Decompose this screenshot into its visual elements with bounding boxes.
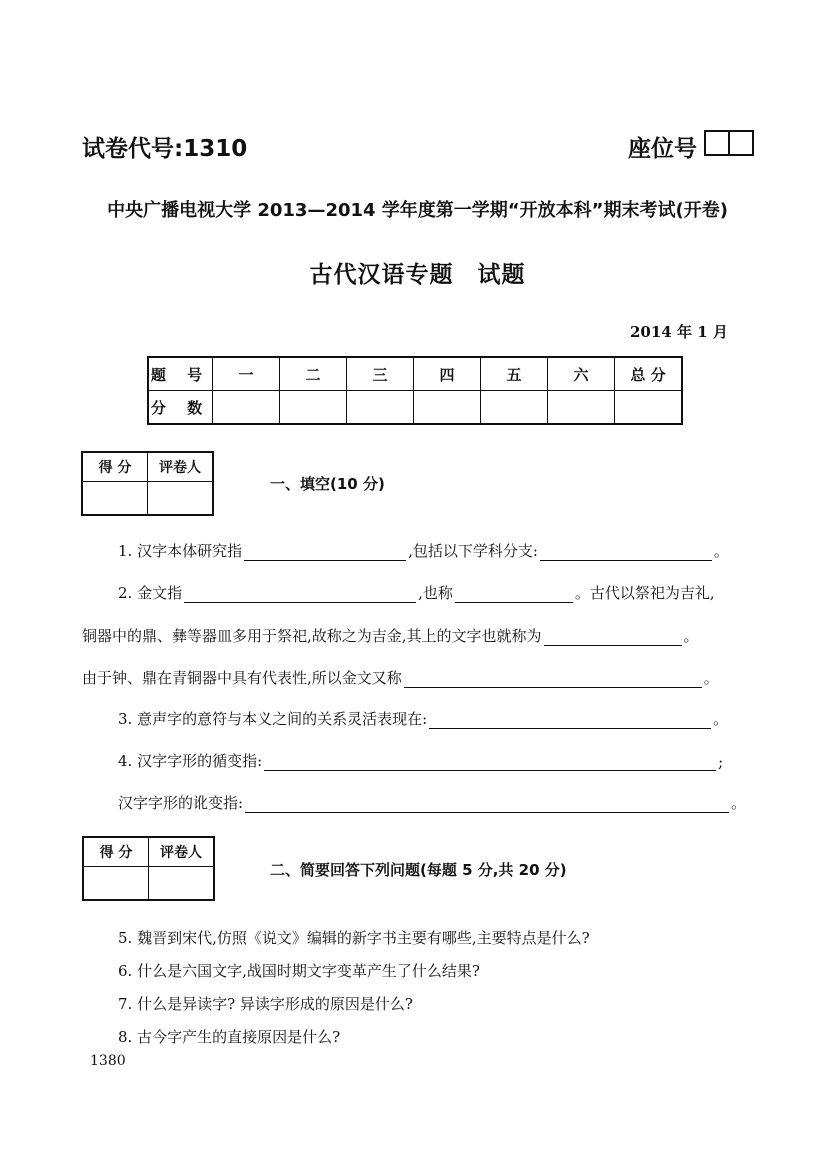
question-2-line1 — [118, 582, 715, 603]
question-2-line3 — [82, 667, 719, 688]
question-5: 5. 魏晋到宋代,仿照《说文》编辑的新字书主要有哪些,主要特点是什么? — [118, 929, 590, 947]
q2-text-a: 2. 金文指 — [118, 584, 183, 602]
section1-title: 一、填空(10 分) — [270, 475, 385, 493]
grader-name-label: 评卷人 — [149, 837, 215, 867]
q3-text: 3. 意声字的意符与本义之间的关系灵活表现在: — [118, 710, 428, 728]
score-cell[interactable] — [213, 391, 280, 425]
q4-end-b: 。 — [731, 794, 747, 812]
exam-date: 2014 年 1 月 — [630, 323, 728, 341]
score-table-header-cell: 五 — [481, 357, 548, 391]
score-table-header-cell: 六 — [548, 357, 615, 391]
q2-blank-3[interactable] — [544, 629, 682, 646]
section2-title: 二、简要回答下列问题(每题 5 分,共 20 分) — [270, 861, 567, 879]
score-table-header-cell: 题 号 — [148, 357, 213, 391]
q2-text-b: ,也称 — [418, 584, 453, 602]
grader-score-label: 得 分 — [82, 452, 148, 482]
score-row-label: 分 数 — [148, 391, 213, 425]
q4-blank-2[interactable] — [245, 796, 729, 813]
q1-text-a: 1. 汉字本体研究指 — [118, 542, 243, 560]
score-table-header-cell: 三 — [347, 357, 414, 391]
page-number: 1380 — [90, 1053, 126, 1069]
exam-name: 中央广播电视大学 2013—2014 学年度第一学期“开放本科”期末考试(开卷) — [107, 200, 728, 221]
seat-number-box[interactable] — [704, 130, 754, 156]
q1-blank-2[interactable] — [540, 544, 712, 561]
score-table-header-row — [148, 357, 682, 391]
grader-score-cell[interactable] — [82, 482, 148, 516]
question-6: 6. 什么是六国文字,战国时期文字变革产生了什么结果? — [118, 962, 480, 980]
score-table-header-cell: 二 — [280, 357, 347, 391]
q4-end-a: ; — [718, 753, 724, 771]
grader-score-label: 得 分 — [83, 837, 149, 867]
course-title: 古代汉语专题 试题 — [309, 262, 526, 288]
q1-end: 。 — [713, 542, 729, 560]
question-1 — [118, 540, 729, 561]
score-table — [147, 356, 683, 425]
question-2-line2 — [82, 625, 699, 646]
grader-name-cell[interactable] — [149, 867, 215, 901]
seat-number-label: 座位号 — [628, 136, 697, 162]
grader-name-cell[interactable] — [148, 482, 214, 516]
grader-score-cell[interactable] — [83, 867, 149, 901]
question-4-line1 — [118, 750, 723, 771]
grader-box-section1 — [81, 451, 214, 516]
q2-blank-2[interactable] — [455, 586, 573, 603]
paper-code: 试卷代号:1310 — [82, 136, 248, 162]
score-cell[interactable] — [347, 391, 414, 425]
score-cell[interactable] — [548, 391, 615, 425]
seat-number-cell[interactable] — [706, 132, 728, 154]
score-table-score-row — [148, 391, 682, 425]
question-8: 8. 古今字产生的直接原因是什么? — [118, 1028, 341, 1046]
q4-text-b: 汉字字形的讹变指: — [118, 794, 244, 812]
grader-box-section2 — [82, 836, 215, 901]
q2-end-2: 。 — [703, 669, 719, 687]
question-3 — [118, 708, 728, 729]
grader-name-label: 评卷人 — [148, 452, 214, 482]
score-cell[interactable] — [481, 391, 548, 425]
q2-blank-4[interactable] — [404, 671, 702, 688]
score-table-header-cell: 一 — [213, 357, 280, 391]
q4-blank-1[interactable] — [264, 754, 716, 771]
score-table-header-cell: 总 分 — [615, 357, 683, 391]
score-cell[interactable] — [414, 391, 481, 425]
q3-blank[interactable] — [429, 712, 711, 729]
q4-text-a: 4. 汉字字形的循变指: — [118, 752, 263, 770]
q2-blank-1[interactable] — [184, 586, 416, 603]
q1-text-b: ,包括以下学科分支: — [408, 542, 538, 560]
score-table-header-cell: 四 — [414, 357, 481, 391]
q1-blank-1[interactable] — [244, 544, 406, 561]
score-cell[interactable] — [280, 391, 347, 425]
seat-number-cell[interactable] — [728, 132, 752, 154]
q3-end: 。 — [713, 710, 729, 728]
q2-text-e: 由于钟、鼎在青铜器中具有代表性,所以金文又称 — [82, 669, 402, 687]
question-7: 7. 什么是异读字? 异读字形成的原因是什么? — [118, 995, 413, 1013]
q2-text-d: 铜器中的鼎、彝等器皿多用于祭祀,故称之为吉金,其上的文字也就称为 — [82, 627, 542, 645]
q2-text-c: 。古代以祭祀为吉礼, — [574, 584, 715, 602]
question-4-line2 — [118, 792, 746, 813]
score-cell[interactable] — [615, 391, 683, 425]
q2-end-1: 。 — [683, 627, 699, 645]
